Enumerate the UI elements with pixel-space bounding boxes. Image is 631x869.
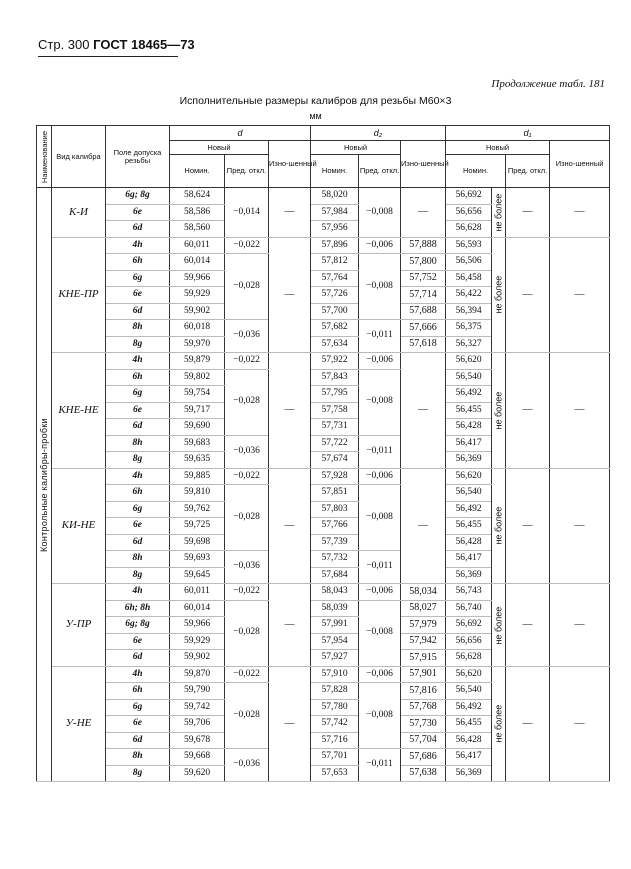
d1-nominal-cell: 56,455 — [446, 518, 492, 535]
d2-worn-cell: 58,034 — [401, 584, 446, 601]
d1-nominal-cell: 56,428 — [446, 732, 492, 749]
d-nominal-cell: 59,742 — [170, 699, 225, 716]
d2-worn-cell: 57,666 — [401, 320, 446, 337]
tolerance-field-cell: 8g — [106, 336, 170, 353]
header-d1-pred: Пред. откл. — [506, 155, 550, 188]
d-nominal-cell: 59,668 — [170, 749, 225, 766]
d-nominal-cell: 59,966 — [170, 617, 225, 634]
d1-nominal-cell: 56,620 — [446, 666, 492, 683]
d-nominal-cell: 60,014 — [170, 600, 225, 617]
d1-worn-cell: — — [550, 353, 610, 469]
d-nominal-cell: 59,870 — [170, 666, 225, 683]
tolerance-field-cell: 4h — [106, 666, 170, 683]
d1-nominal-cell: 56,692 — [446, 617, 492, 634]
d-tolerance-cell: −0,014 — [225, 188, 269, 238]
d2-tolerance-cell: −0,011 — [359, 320, 401, 353]
d-nominal-cell: 59,790 — [170, 683, 225, 700]
gauge-kind: У-ПР — [52, 584, 106, 667]
tolerance-field-cell: 6g — [106, 386, 170, 403]
d2-nominal-cell: 57,780 — [311, 699, 359, 716]
tolerance-field-cell: 6d — [106, 221, 170, 238]
d-nominal-cell: 60,011 — [170, 237, 225, 254]
continuation-note: Продолжение табл. 181 — [491, 78, 605, 90]
d2-nominal-cell: 57,984 — [311, 204, 359, 221]
header-d-novyy: Новый — [170, 141, 269, 155]
header-naimenovanie: Наименование — [37, 126, 52, 188]
d-nominal-cell: 60,014 — [170, 254, 225, 271]
d2-nominal-cell: 57,795 — [311, 386, 359, 403]
d2-nominal-cell: 57,812 — [311, 254, 359, 271]
d1-nominal-cell: 56,455 — [446, 402, 492, 419]
page-number: Стр. 300 — [38, 37, 90, 52]
d2-nominal-cell: 57,758 — [311, 402, 359, 419]
d2-worn-cell: 57,730 — [401, 716, 446, 733]
tolerance-field-cell: 6h; 8h — [106, 600, 170, 617]
d-nominal-cell: 59,902 — [170, 303, 225, 320]
d-tolerance-cell: −0,028 — [225, 683, 269, 749]
d1-nominal-cell: 56,492 — [446, 386, 492, 403]
d1-nominal-cell: 56,369 — [446, 452, 492, 469]
d2-worn-cell: 57,686 — [401, 749, 446, 766]
tolerance-field-cell: 6h — [106, 254, 170, 271]
tolerance-field-cell: 6d — [106, 732, 170, 749]
d2-worn-cell: 57,979 — [401, 617, 446, 634]
d1-tolerance-cell: — — [506, 237, 550, 353]
d2-nominal-cell: 57,684 — [311, 567, 359, 584]
d1-nominal-cell: 56,394 — [446, 303, 492, 320]
tolerance-field-cell: 4h — [106, 237, 170, 254]
d1-nominal-cell: 56,492 — [446, 501, 492, 518]
d1-worn-cell: — — [550, 188, 610, 238]
d-nominal-cell: 59,717 — [170, 402, 225, 419]
tolerance-field-cell: 6e — [106, 518, 170, 535]
d1-nominal-cell: 56,692 — [446, 188, 492, 205]
d2-worn-cell: 57,800 — [401, 254, 446, 271]
gauge-dimensions-table — [36, 125, 610, 782]
gauge-kind: КИ-НЕ — [52, 468, 106, 584]
d-tolerance-cell: −0,028 — [225, 254, 269, 320]
d-nominal-cell: 59,620 — [170, 765, 225, 782]
tolerance-field-cell: 8g — [106, 452, 170, 469]
d2-worn-cell: 57,888 — [401, 237, 446, 254]
tolerance-field-cell: 8h — [106, 749, 170, 766]
d1-nominal-cell: 56,540 — [446, 369, 492, 386]
d-tolerance-cell: −0,036 — [225, 435, 269, 468]
header-d-iznos: Изно-шенный — [269, 141, 311, 188]
d-worn-cell: — — [269, 353, 311, 469]
d1-nominal-cell: 56,540 — [446, 683, 492, 700]
d1-worn-limit-note: не более — [492, 353, 506, 469]
gauge-kind: КНЕ-НЕ — [52, 353, 106, 469]
d2-worn-cell: 58,027 — [401, 600, 446, 617]
tolerance-field-cell: 4h — [106, 584, 170, 601]
d2-tolerance-cell: −0,008 — [359, 369, 401, 435]
d1-nominal-cell: 56,628 — [446, 221, 492, 238]
d1-worn-limit-note: не более — [492, 584, 506, 667]
d2-nominal-cell: 57,634 — [311, 336, 359, 353]
d2-tolerance-cell: −0,011 — [359, 551, 401, 584]
tolerance-field-cell: 6g; 8g — [106, 188, 170, 205]
d-nominal-cell: 59,683 — [170, 435, 225, 452]
d1-nominal-cell: 56,455 — [446, 716, 492, 733]
tolerance-field-cell: 6e — [106, 402, 170, 419]
d2-nominal-cell: 57,991 — [311, 617, 359, 634]
d2-nominal-cell: 57,896 — [311, 237, 359, 254]
d2-nominal-cell: 57,766 — [311, 518, 359, 535]
header-d1-novyy: Новый — [446, 141, 550, 155]
d2-tolerance-cell: −0,006 — [359, 468, 401, 485]
d-worn-cell: — — [269, 237, 311, 353]
d1-nominal-cell: 56,458 — [446, 270, 492, 287]
header-d2-iznos: Изно-шенный — [401, 141, 446, 188]
d2-nominal-cell: 58,043 — [311, 584, 359, 601]
d2-nominal-cell: 57,716 — [311, 732, 359, 749]
d1-tolerance-cell: — — [506, 188, 550, 238]
d2-worn-cell: 57,752 — [401, 270, 446, 287]
d-nominal-cell: 59,645 — [170, 567, 225, 584]
gauge-kind: У-НЕ — [52, 666, 106, 782]
d1-tolerance-cell: — — [506, 584, 550, 667]
d-tolerance-cell: −0,022 — [225, 237, 269, 254]
gauge-kind: К-И — [52, 188, 106, 238]
d2-nominal-cell: 57,922 — [311, 353, 359, 370]
d2-tolerance-cell: −0,006 — [359, 666, 401, 683]
header-d1-iznos: Изно-шенный — [550, 141, 610, 188]
d-worn-cell: — — [269, 188, 311, 238]
d2-nominal-cell: 57,701 — [311, 749, 359, 766]
d2-nominal-cell: 57,732 — [311, 551, 359, 568]
d-nominal-cell: 60,011 — [170, 584, 225, 601]
header-d2-novyy: Новый — [311, 141, 401, 155]
d1-nominal-cell: 56,506 — [446, 254, 492, 271]
d2-tolerance-cell: −0,008 — [359, 254, 401, 320]
header-d1: d₁ — [446, 126, 610, 141]
tolerance-field-cell: 6d — [106, 419, 170, 436]
d1-nominal-cell: 56,375 — [446, 320, 492, 337]
d1-nominal-cell: 56,620 — [446, 353, 492, 370]
d1-tolerance-cell: — — [506, 468, 550, 584]
tolerance-field-cell: 8h — [106, 551, 170, 568]
d-tolerance-cell: −0,028 — [225, 369, 269, 435]
d-tolerance-cell: −0,036 — [225, 551, 269, 584]
d2-tolerance-cell: −0,006 — [359, 237, 401, 254]
tolerance-field-cell: 6e — [106, 716, 170, 733]
d-nominal-cell: 59,970 — [170, 336, 225, 353]
d1-nominal-cell: 56,417 — [446, 551, 492, 568]
header-d1-nomin: Номин. — [446, 155, 506, 188]
gauge-kind: КНЕ-ПР — [52, 237, 106, 353]
standard-number: ГОСТ 18465—73 — [93, 37, 195, 52]
d2-tolerance-cell: −0,008 — [359, 600, 401, 666]
d2-tolerance-cell: −0,011 — [359, 749, 401, 782]
d2-nominal-cell: 57,722 — [311, 435, 359, 452]
d2-nominal-cell: 57,742 — [311, 716, 359, 733]
d-nominal-cell: 59,966 — [170, 270, 225, 287]
tolerance-field-cell: 4h — [106, 353, 170, 370]
d2-worn-cell: 57,942 — [401, 633, 446, 650]
d2-worn-cell: — — [401, 353, 446, 469]
tolerance-field-cell: 8h — [106, 435, 170, 452]
d1-worn-cell: — — [550, 237, 610, 353]
d2-worn-cell: 57,704 — [401, 732, 446, 749]
d1-nominal-cell: 56,369 — [446, 567, 492, 584]
d2-worn-cell: 57,768 — [401, 699, 446, 716]
tolerance-field-cell: 6d — [106, 650, 170, 667]
tolerance-field-cell: 8g — [106, 765, 170, 782]
d1-nominal-cell: 56,422 — [446, 287, 492, 304]
d2-nominal-cell: 57,726 — [311, 287, 359, 304]
d-nominal-cell: 59,810 — [170, 485, 225, 502]
d-nominal-cell: 59,929 — [170, 633, 225, 650]
d-nominal-cell: 59,762 — [170, 501, 225, 518]
tolerance-field-cell: 6d — [106, 534, 170, 551]
d1-worn-cell: — — [550, 584, 610, 667]
d2-worn-cell: — — [401, 188, 446, 238]
category-label: Контрольные калибры-пробки — [37, 188, 52, 782]
tolerance-field-cell: 6g; 8g — [106, 617, 170, 634]
d2-nominal-cell: 58,020 — [311, 188, 359, 205]
d-nominal-cell: 58,560 — [170, 221, 225, 238]
header-d-nomin: Номин. — [170, 155, 225, 188]
d-tolerance-cell: −0,028 — [225, 485, 269, 551]
d2-nominal-cell: 57,927 — [311, 650, 359, 667]
header-rule — [38, 56, 178, 57]
d2-nominal-cell: 57,739 — [311, 534, 359, 551]
d1-worn-limit-note: не более — [492, 468, 506, 584]
d-worn-cell: — — [269, 468, 311, 584]
d1-nominal-cell: 56,327 — [446, 336, 492, 353]
d1-worn-cell: — — [550, 666, 610, 782]
d2-worn-cell: 57,714 — [401, 287, 446, 304]
tolerance-field-cell: 6g — [106, 699, 170, 716]
d2-nominal-cell: 57,682 — [311, 320, 359, 337]
d1-worn-limit-note: не более — [492, 188, 506, 238]
d2-worn-cell: 57,618 — [401, 336, 446, 353]
d2-nominal-cell: 57,843 — [311, 369, 359, 386]
d-worn-cell: — — [269, 666, 311, 782]
tolerance-field-cell: 4h — [106, 468, 170, 485]
d-nominal-cell: 59,879 — [170, 353, 225, 370]
d-tolerance-cell: −0,028 — [225, 600, 269, 666]
header-d: d — [170, 126, 311, 141]
d-nominal-cell: 59,802 — [170, 369, 225, 386]
d1-nominal-cell: 56,417 — [446, 749, 492, 766]
d2-nominal-cell: 57,851 — [311, 485, 359, 502]
tolerance-field-cell: 6h — [106, 683, 170, 700]
d2-tolerance-cell: −0,011 — [359, 435, 401, 468]
d2-nominal-cell: 57,828 — [311, 683, 359, 700]
d1-worn-limit-note: не более — [492, 666, 506, 782]
d-tolerance-cell: −0,022 — [225, 353, 269, 370]
d1-tolerance-cell: — — [506, 666, 550, 782]
d-nominal-cell: 58,586 — [170, 204, 225, 221]
d-worn-cell: — — [269, 584, 311, 667]
table-body — [37, 188, 610, 782]
d-tolerance-cell: −0,036 — [225, 320, 269, 353]
d-nominal-cell: 59,706 — [170, 716, 225, 733]
d-nominal-cell: 58,624 — [170, 188, 225, 205]
d2-worn-cell: 57,638 — [401, 765, 446, 782]
d1-nominal-cell: 56,369 — [446, 765, 492, 782]
d1-nominal-cell: 56,743 — [446, 584, 492, 601]
d1-nominal-cell: 56,540 — [446, 485, 492, 502]
table-row — [37, 584, 610, 601]
tolerance-field-cell: 6h — [106, 485, 170, 502]
d1-nominal-cell: 56,656 — [446, 633, 492, 650]
d2-nominal-cell: 57,700 — [311, 303, 359, 320]
d-nominal-cell: 59,693 — [170, 551, 225, 568]
d2-tolerance-cell: −0,006 — [359, 584, 401, 601]
page-header — [38, 37, 195, 52]
d1-nominal-cell: 56,428 — [446, 419, 492, 436]
d2-worn-cell: 57,816 — [401, 683, 446, 700]
d1-nominal-cell: 56,428 — [446, 534, 492, 551]
table-row — [37, 468, 610, 485]
table-row — [37, 666, 610, 683]
table-title: Исполнительные размеры калибров для резьбы М60×3 — [179, 95, 452, 107]
tolerance-field-cell: 6g — [106, 501, 170, 518]
tolerance-field-cell: 8h — [106, 320, 170, 337]
header-d-pred: Пред. откл. — [225, 155, 269, 188]
table-row — [37, 353, 610, 370]
d-nominal-cell: 59,690 — [170, 419, 225, 436]
d-tolerance-cell: −0,022 — [225, 584, 269, 601]
d-tolerance-cell: −0,022 — [225, 666, 269, 683]
d2-tolerance-cell: −0,008 — [359, 683, 401, 749]
d2-nominal-cell: 57,928 — [311, 468, 359, 485]
d-nominal-cell: 59,678 — [170, 732, 225, 749]
tolerance-field-cell: 8g — [106, 567, 170, 584]
d2-worn-cell: 57,688 — [401, 303, 446, 320]
d-nominal-cell: 59,754 — [170, 386, 225, 403]
units-label: мм — [309, 111, 322, 121]
d1-nominal-cell: 56,593 — [446, 237, 492, 254]
d2-worn-cell: 57,915 — [401, 650, 446, 667]
tolerance-field-cell: 6h — [106, 369, 170, 386]
d2-worn-cell: — — [401, 468, 446, 584]
d2-nominal-cell: 58,039 — [311, 600, 359, 617]
d1-nominal-cell: 56,417 — [446, 435, 492, 452]
d2-nominal-cell: 57,653 — [311, 765, 359, 782]
d2-worn-cell: 57,901 — [401, 666, 446, 683]
header-d2-nomin: Номин. — [311, 155, 359, 188]
header-d2-pred: Пред. откл. — [359, 155, 401, 188]
tolerance-field-cell: 6e — [106, 204, 170, 221]
tolerance-field-cell: 6d — [106, 303, 170, 320]
d1-tolerance-cell: — — [506, 353, 550, 469]
d2-tolerance-cell: −0,008 — [359, 188, 401, 238]
d2-nominal-cell: 57,956 — [311, 221, 359, 238]
d1-nominal-cell: 56,492 — [446, 699, 492, 716]
table-row — [37, 188, 610, 205]
d-nominal-cell: 60,018 — [170, 320, 225, 337]
d2-nominal-cell: 57,954 — [311, 633, 359, 650]
header-d2: d₂ — [311, 126, 446, 141]
d-tolerance-cell: −0,036 — [225, 749, 269, 782]
d-nominal-cell: 59,885 — [170, 468, 225, 485]
d-nominal-cell: 59,698 — [170, 534, 225, 551]
d2-tolerance-cell: −0,008 — [359, 485, 401, 551]
d-nominal-cell: 59,929 — [170, 287, 225, 304]
d-nominal-cell: 59,635 — [170, 452, 225, 469]
tolerance-field-cell: 6g — [106, 270, 170, 287]
d2-tolerance-cell: −0,006 — [359, 353, 401, 370]
d2-nominal-cell: 57,764 — [311, 270, 359, 287]
header-vid: Вид калибра — [52, 126, 106, 188]
d-nominal-cell: 59,902 — [170, 650, 225, 667]
d1-worn-cell: — — [550, 468, 610, 584]
header-pole: Поле допуска резьбы — [106, 126, 170, 188]
d1-worn-limit-note: не более — [492, 237, 506, 353]
d2-nominal-cell: 57,910 — [311, 666, 359, 683]
d1-nominal-cell: 56,628 — [446, 650, 492, 667]
d1-nominal-cell: 56,656 — [446, 204, 492, 221]
table-row — [37, 237, 610, 254]
d-nominal-cell: 59,725 — [170, 518, 225, 535]
d2-nominal-cell: 57,731 — [311, 419, 359, 436]
d2-nominal-cell: 57,674 — [311, 452, 359, 469]
d2-nominal-cell: 57,803 — [311, 501, 359, 518]
tolerance-field-cell: 6e — [106, 287, 170, 304]
tolerance-field-cell: 6e — [106, 633, 170, 650]
d-tolerance-cell: −0,022 — [225, 468, 269, 485]
d1-nominal-cell: 56,620 — [446, 468, 492, 485]
d1-nominal-cell: 56,740 — [446, 600, 492, 617]
